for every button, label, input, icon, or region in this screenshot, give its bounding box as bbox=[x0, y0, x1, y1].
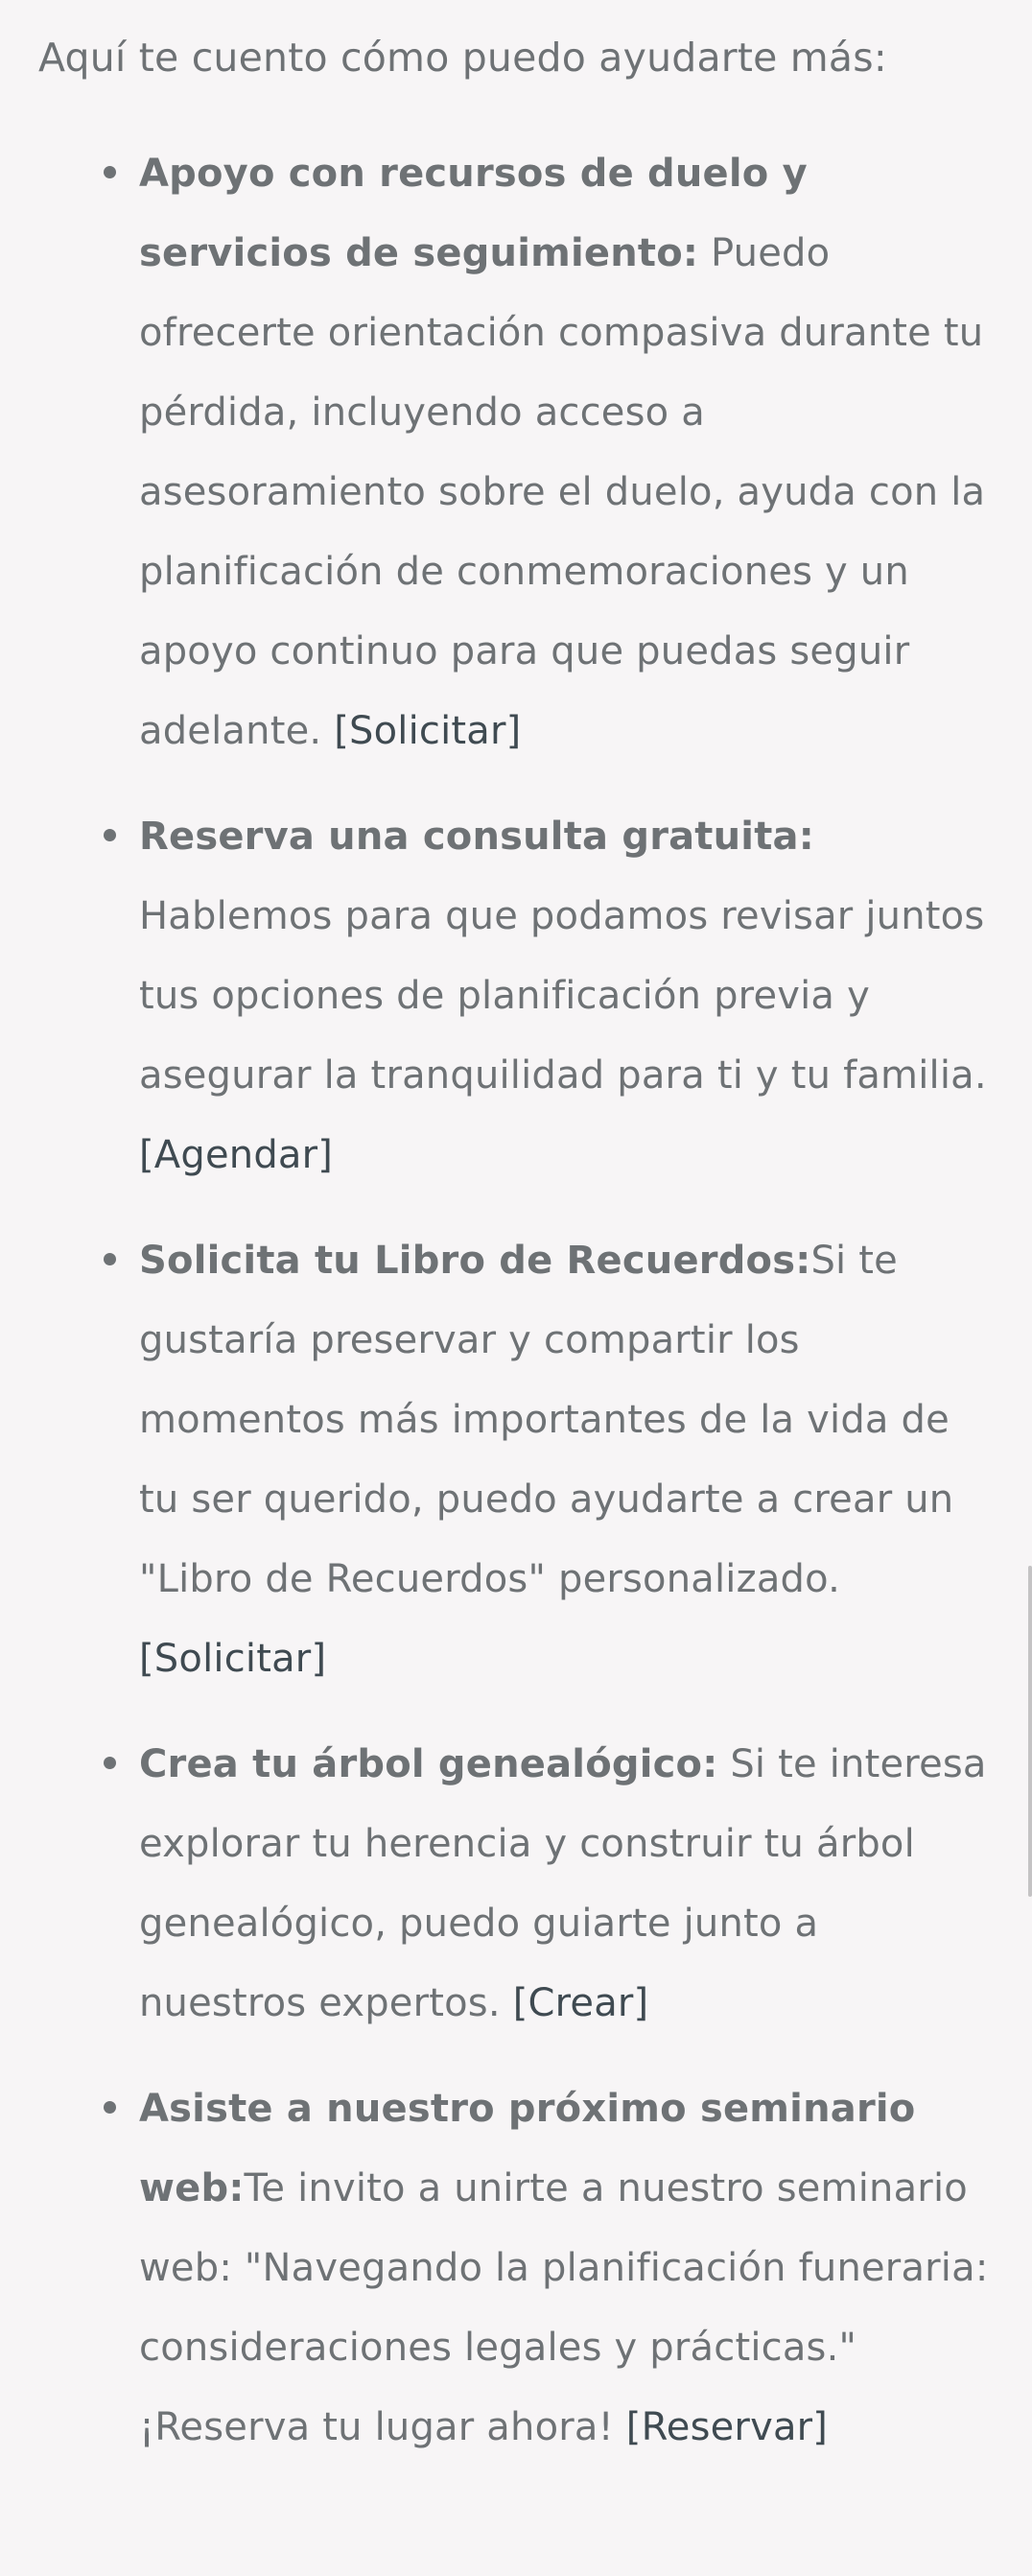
bullet-icon bbox=[104, 1253, 116, 1265]
crear-link[interactable]: [Crear] bbox=[512, 1981, 649, 2025]
list-item-free-consultation bbox=[0, 797, 1032, 1195]
item-body: Si te gustaría preservar y compartir los momentos más importantes de la vida de tu ser querido, puedo ayudarte a crear un "Libro de Recuerdos" personalizado. bbox=[139, 1239, 954, 1601]
list-item-webinar bbox=[0, 2069, 1032, 2468]
reservar-link[interactable]: [Reservar] bbox=[625, 2405, 829, 2449]
bullet-icon bbox=[104, 166, 116, 178]
item-body: Si te interesa explorar tu herencia y construir tu árbol genealógico, puedo guiarte junto a nuestros expertos. bbox=[139, 1742, 987, 2025]
agendar-link[interactable]: [Agendar] bbox=[139, 1133, 334, 1177]
list-item-grief-support bbox=[0, 134, 1032, 771]
bullet-icon bbox=[104, 1757, 116, 1769]
intro-text: Aquí te cuento cómo puedo ayudarte más: bbox=[38, 35, 887, 81]
bullet-icon bbox=[104, 829, 116, 841]
item-title: Apoyo con recursos de duelo y servicios de seguimiento: bbox=[139, 152, 808, 275]
offer-list bbox=[0, 134, 1032, 2493]
item-title: Reserva una consulta gratuita: bbox=[139, 815, 814, 859]
item-body: Te invito a unirte a nuestro seminario web: "Navegando la planificación funeraria: consideraciones legales y prácticas." ¡Reserva tu lugar ahora! bbox=[139, 2166, 989, 2449]
bullet-icon bbox=[104, 2101, 116, 2114]
solicitar-grief-support-link[interactable]: [Solicitar] bbox=[334, 709, 522, 753]
list-item-memory-book bbox=[0, 1221, 1032, 1699]
item-title: Solicita tu Libro de Recuerdos: bbox=[139, 1239, 811, 1283]
item-body: Puedo ofrecerte orientación compasiva durante tu pérdida, incluyendo acceso a asesoramiento sobre el duelo, ayuda con la planificación de conmemoraciones y un apoyo continuo para que puedas seguir adelante. bbox=[139, 231, 986, 753]
solicitar-memory-book-link[interactable]: [Solicitar] bbox=[139, 1637, 327, 1681]
scrollbar-thumb[interactable] bbox=[1028, 1566, 1032, 1897]
item-title: Crea tu árbol genealógico: bbox=[139, 1742, 718, 1786]
item-title: Asiste a nuestro próximo seminario web: bbox=[139, 2087, 916, 2210]
item-body: Hablemos para que podamos revisar juntos tus opciones de planificación previa y asegurar la tranquilidad para ti y tu familia. bbox=[139, 894, 987, 1098]
list-item-family-tree bbox=[0, 1725, 1032, 2044]
